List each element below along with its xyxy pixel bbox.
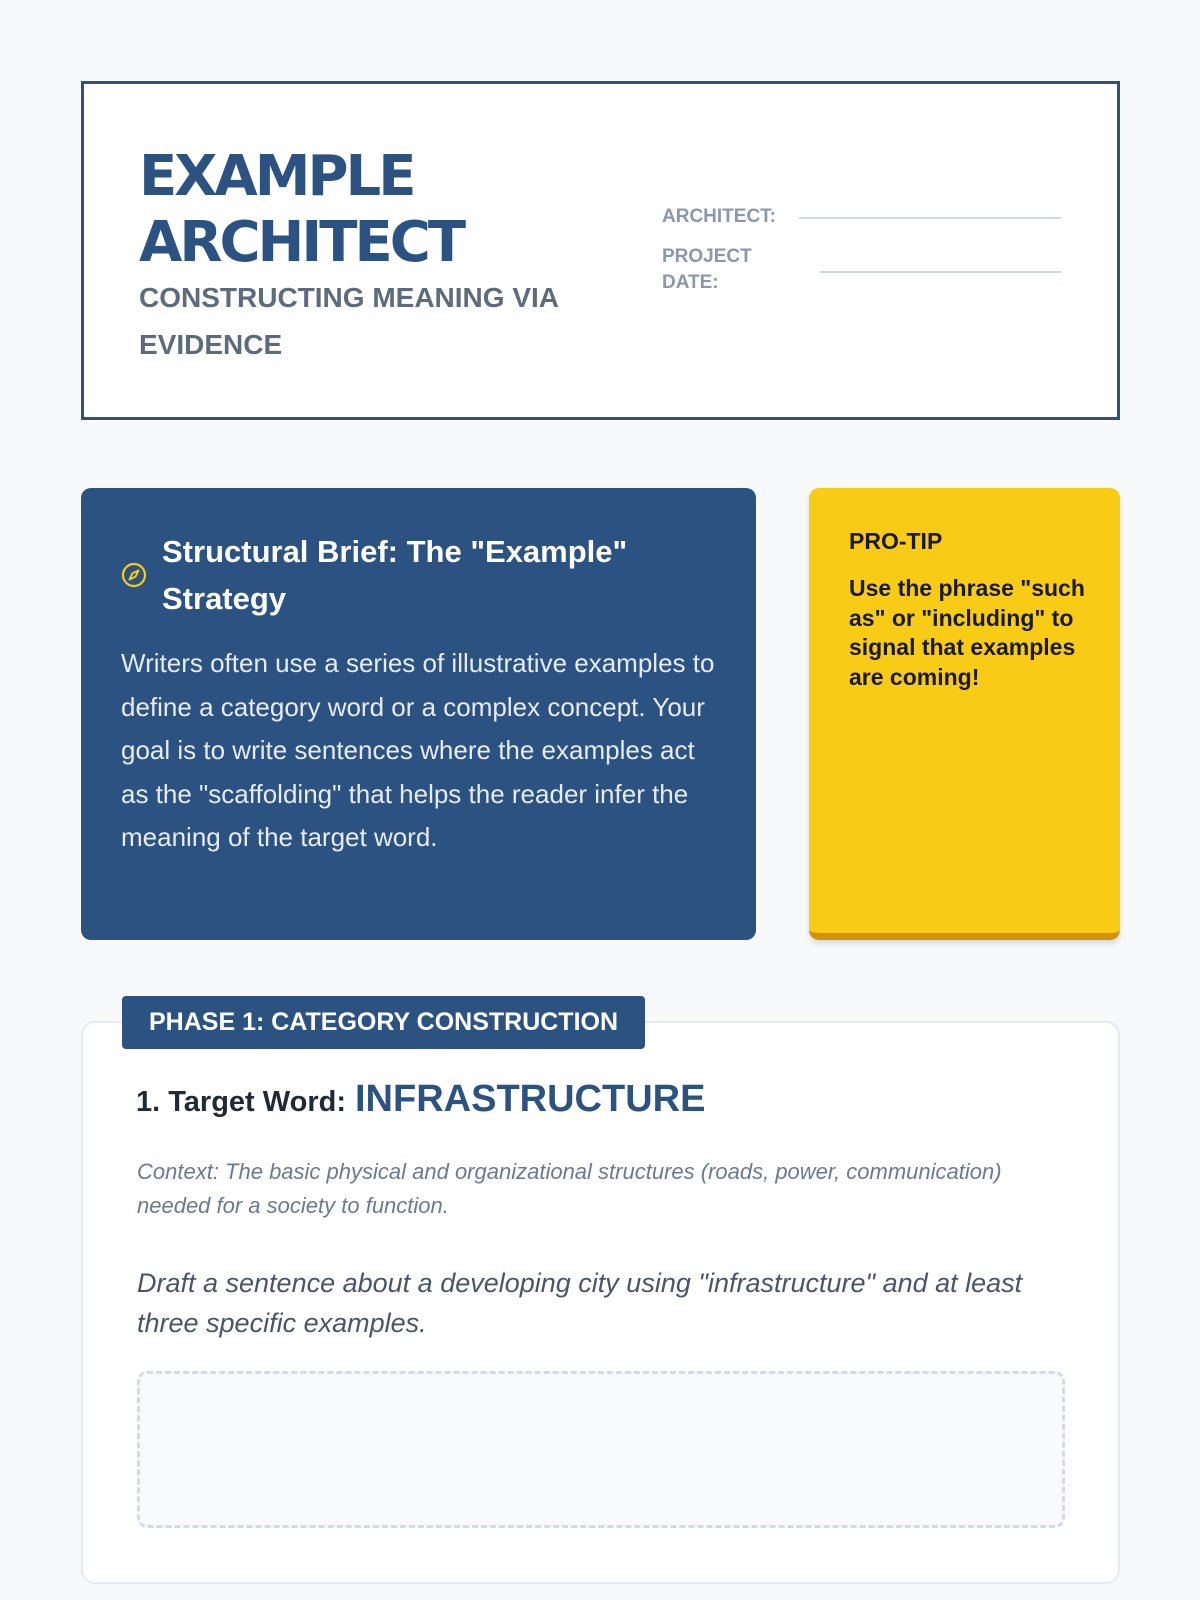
architect-label: ARCHITECT:: [662, 206, 776, 227]
structural-brief-card: [81, 488, 756, 940]
worksheet-header: [81, 81, 1120, 420]
target-word: INFRASTRUCTURE: [355, 1078, 706, 1120]
project-date-input-line[interactable]: [820, 271, 1061, 273]
pro-tip-card: [809, 488, 1120, 940]
target-word-label: 1. Target Word:: [136, 1086, 346, 1118]
architect-input-line[interactable]: [799, 217, 1061, 219]
page-subtitle: CONSTRUCTING MEANING VIA EVIDENCE: [139, 282, 558, 360]
pro-tip-body: Use the phrase "such as" or "including" to signal that examples are coming!: [849, 575, 1085, 690]
project-date-label-line2: DATE:: [662, 272, 719, 293]
writing-prompt: Draft a sentence about a developing city using "infrastructure" and at least three specific examples.: [137, 1268, 1023, 1338]
brief-title: Structural Brief: The "Example" Strategy: [162, 534, 628, 616]
answer-textarea[interactable]: [137, 1371, 1065, 1528]
project-date-label-line1: PROJECT: [662, 246, 752, 267]
target-word-row: [136, 1078, 705, 1121]
project-date-field: [662, 244, 752, 296]
phase-1-badge: PHASE 1: CATEGORY CONSTRUCTION: [122, 996, 645, 1049]
architect-field: [662, 204, 776, 230]
pro-tip-title: PRO-TIP: [849, 528, 943, 554]
page-title: EXAMPLE ARCHITECT: [139, 144, 464, 275]
compass-icon: [121, 562, 147, 588]
context-text: Context: The basic physical and organizational structures (roads, power, communication) needed for a society to function.: [137, 1159, 1002, 1218]
brief-body: Writers often use a series of illustrative examples to define a category word or a complex concept. Your goal is to write sentences where the examples act as the "scaffolding" that helps the reader infer the meaning of the target word.: [121, 648, 715, 852]
